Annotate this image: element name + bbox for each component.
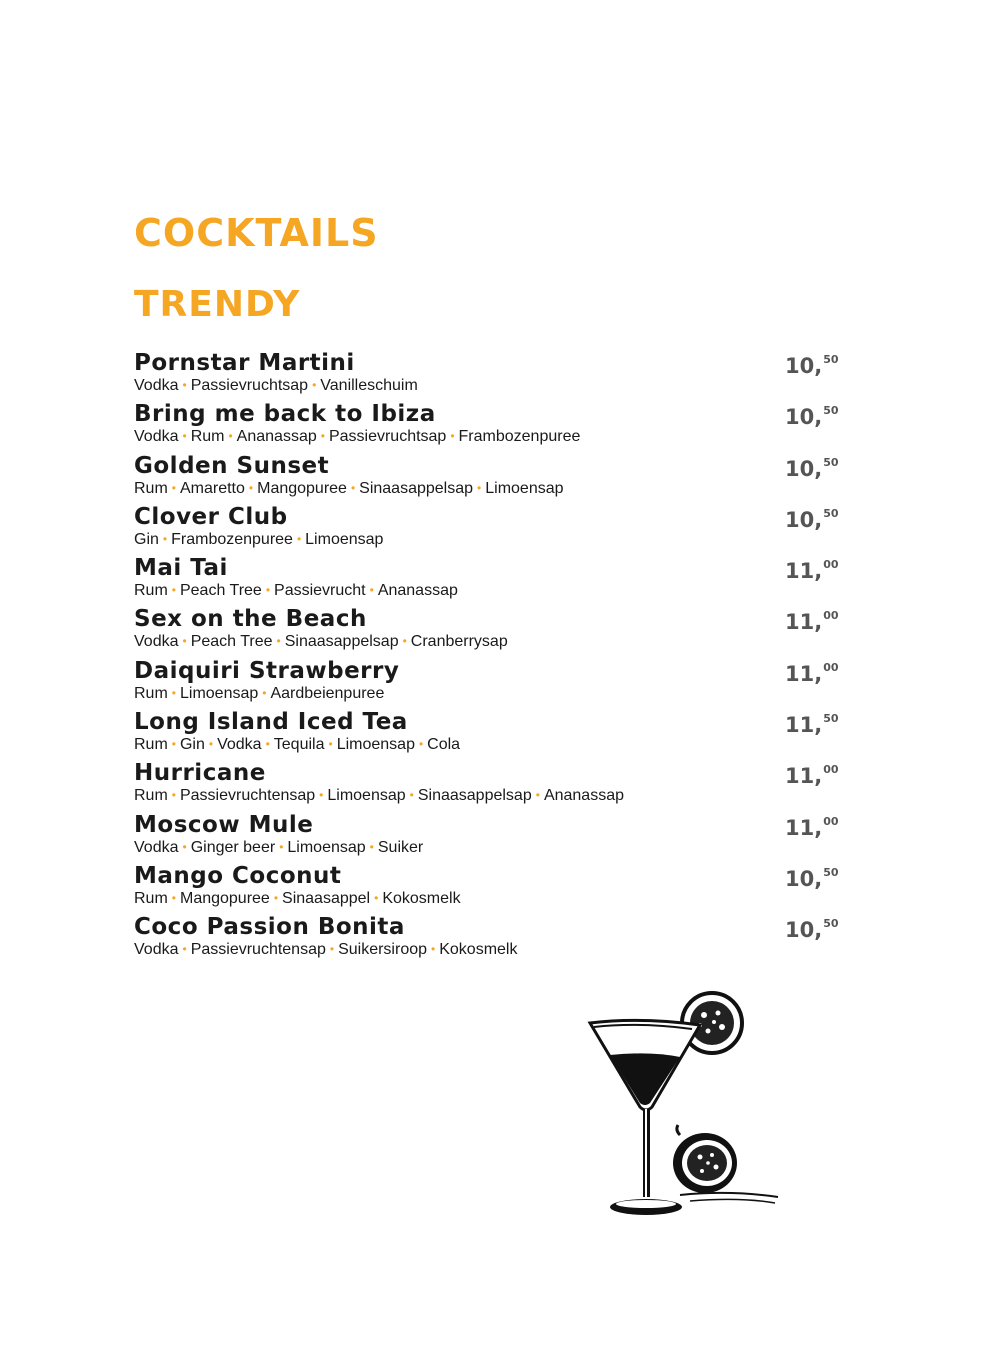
separator-dot-icon: •: [228, 429, 233, 444]
separator-dot-icon: •: [320, 429, 325, 444]
separator-dot-icon: •: [182, 429, 187, 444]
menu-item-name: Mango Coconut: [134, 862, 342, 889]
ingredient: Sinaasappelsap: [359, 479, 474, 497]
price-cents: 50: [823, 865, 839, 879]
ingredient: Kokosmelk: [382, 889, 461, 907]
separator-dot-icon: •: [171, 890, 176, 905]
menu-item-ingredients: [134, 890, 461, 908]
ingredient: Suiker: [377, 838, 424, 856]
menu-item-ingredients: [134, 480, 564, 498]
section-title: TRENDY: [134, 284, 301, 325]
menu-item-name: Pornstar Martini: [134, 350, 355, 376]
ingredient: Limoensap: [336, 736, 415, 754]
ingredient: Frambozenpuree: [171, 530, 293, 548]
separator-dot-icon: •: [265, 737, 270, 752]
menu-item-ingredients: [134, 839, 423, 857]
menu-item: [134, 810, 839, 861]
ingredient: Ananassap: [236, 428, 317, 446]
ingredient: Rum: [134, 684, 168, 702]
ingredient: Passievruchtsap: [328, 428, 447, 446]
price-main: 11,: [785, 559, 823, 584]
menu-item-price: [785, 457, 839, 481]
ingredient: Mangopuree: [257, 479, 347, 497]
menu-item-price: [785, 610, 839, 634]
ingredient: Amaretto: [179, 479, 245, 497]
separator-dot-icon: •: [162, 531, 168, 546]
ingredient: Cranberrysap: [410, 633, 508, 651]
price-main: 11,: [785, 815, 823, 840]
separator-dot-icon: •: [208, 737, 214, 752]
separator-dot-icon: •: [369, 583, 374, 598]
menu-item: [134, 604, 839, 655]
ingredient: Tequila: [273, 736, 325, 754]
menu-item: [134, 451, 839, 502]
ingredient: Gin: [134, 530, 159, 548]
price-cents: 50: [823, 455, 839, 469]
menu-item-name: Mai Tai: [134, 555, 228, 582]
ingredient: Limoensap: [287, 838, 366, 856]
menu-item-name: Hurricane: [134, 760, 266, 787]
ingredient: Limoensap: [179, 684, 259, 702]
separator-dot-icon: •: [182, 378, 187, 392]
menu-item-name: Sex on the Beach: [134, 606, 367, 633]
separator-dot-icon: •: [374, 890, 379, 905]
cocktail-menu-list: [134, 348, 839, 964]
price-main: 10,: [785, 866, 823, 891]
price-main: 10,: [785, 918, 823, 943]
menu-item-price: [785, 405, 839, 429]
menu-item-price: [785, 559, 839, 583]
separator-dot-icon: •: [535, 788, 540, 803]
ingredient: Rum: [134, 889, 168, 907]
separator-dot-icon: •: [328, 737, 333, 752]
separator-dot-icon: •: [171, 788, 176, 803]
menu-item: [134, 758, 839, 809]
ingredient: Ananassap: [377, 582, 458, 600]
ingredient: Passievrucht: [274, 582, 366, 600]
separator-dot-icon: •: [248, 480, 254, 495]
ingredient: Passievruchtensap: [179, 787, 316, 805]
ingredient: Gin: [179, 736, 205, 754]
ingredient: Mangopuree: [179, 889, 270, 907]
menu-item: [134, 656, 839, 707]
ingredient: Peach Tree: [190, 633, 273, 651]
passion-fruit-half-icon: [673, 1125, 737, 1193]
menu-item-price: [785, 918, 839, 942]
separator-dot-icon: •: [418, 737, 424, 752]
separator-dot-icon: •: [329, 942, 335, 957]
menu-item-name: Bring me back to Ibiza: [134, 401, 436, 428]
price-cents: 50: [823, 353, 839, 366]
separator-dot-icon: •: [182, 942, 187, 957]
menu-item-price: [785, 867, 839, 891]
price-main: 11,: [785, 713, 823, 738]
price-cents: 00: [823, 558, 839, 572]
separator-dot-icon: •: [409, 788, 414, 803]
separator-dot-icon: •: [296, 531, 302, 546]
separator-dot-icon: •: [450, 429, 455, 444]
menu-item: [134, 861, 839, 912]
menu-item: [134, 912, 839, 963]
ingredient: Vodka: [134, 838, 179, 856]
menu-item-name: Clover Club: [134, 503, 288, 530]
price-main: 10,: [785, 354, 823, 378]
price-main: 10,: [785, 405, 823, 430]
ingredient: Passievruchtensap: [190, 941, 326, 959]
menu-item-name: Coco Passion Bonita: [134, 914, 405, 941]
separator-dot-icon: •: [276, 634, 281, 649]
price-cents: 00: [823, 660, 839, 674]
menu-item-name: Daiquiri Strawberry: [134, 657, 400, 684]
separator-dot-icon: •: [171, 737, 176, 752]
price-main: 11,: [785, 764, 823, 789]
ingredient: Sinaasappelsap: [284, 633, 399, 651]
separator-dot-icon: •: [312, 378, 317, 392]
ingredient: Rum: [190, 428, 225, 446]
menu-item: [134, 553, 839, 604]
separator-dot-icon: •: [171, 685, 176, 700]
ingredient: Limoensap: [305, 530, 384, 548]
ingredient: Limoensap: [485, 479, 564, 497]
separator-dot-icon: •: [279, 839, 284, 854]
price-cents: 50: [823, 917, 839, 931]
menu-item-name: Moscow Mule: [134, 811, 314, 838]
price-cents: 50: [823, 712, 839, 726]
ingredient: Sinaasappelsap: [417, 787, 532, 805]
ingredient: Vodka: [134, 941, 179, 959]
menu-item-ingredients: [134, 633, 508, 651]
separator-dot-icon: •: [369, 839, 374, 854]
menu-item-price: [785, 713, 839, 737]
ingredient: Rum: [134, 582, 168, 600]
menu-item-ingredients: [134, 787, 624, 805]
ingredient: Passievruchtsap: [190, 377, 309, 394]
ingredient: Rum: [134, 736, 168, 754]
ingredient: Vodka: [134, 633, 179, 651]
separator-dot-icon: •: [262, 685, 267, 700]
ingredient: Vodka: [217, 736, 262, 754]
menu-item-name: Golden Sunset: [134, 452, 330, 479]
ingredient: Rum: [134, 787, 168, 805]
price-main: 10,: [785, 456, 823, 481]
martini-glass-icon: [580, 985, 790, 1230]
separator-dot-icon: •: [171, 480, 176, 495]
menu-item-price: [785, 816, 839, 840]
menu-item: [134, 348, 839, 399]
menu-item-ingredients: [134, 377, 418, 395]
menu-item-price: [785, 764, 839, 788]
menu-item-price: [785, 662, 839, 686]
ingredient: Limoensap: [327, 787, 406, 805]
page-title: COCKTAILS: [134, 211, 379, 255]
separator-dot-icon: •: [477, 480, 482, 495]
ingredient: Vodka: [134, 377, 179, 394]
ingredient: Rum: [134, 479, 168, 497]
separator-dot-icon: •: [431, 942, 436, 957]
ingredient: Frambozenpuree: [458, 428, 581, 446]
price-cents: 50: [823, 506, 839, 520]
price-main: 11,: [785, 610, 823, 635]
menu-item-ingredients: [134, 736, 460, 754]
price-cents: 00: [823, 814, 839, 828]
separator-dot-icon: •: [402, 634, 407, 649]
ingredient: Ginger beer: [190, 838, 276, 856]
separator-dot-icon: •: [265, 583, 271, 598]
price-cents: 00: [823, 763, 839, 777]
ingredient: Cola: [427, 736, 461, 754]
price-main: 10,: [785, 507, 823, 532]
menu-item: [134, 707, 839, 758]
menu-item-name: Long Island Iced Tea: [134, 709, 408, 736]
menu-item-ingredients: [134, 428, 580, 446]
menu-item: [134, 502, 839, 553]
ingredient: Aardbeienpuree: [270, 684, 385, 702]
price-main: 11,: [785, 661, 823, 686]
ingredient: Vanilleschuim: [320, 377, 418, 394]
menu-item: [134, 399, 839, 450]
price-cents: 00: [823, 609, 839, 623]
separator-dot-icon: •: [350, 480, 356, 495]
separator-dot-icon: •: [182, 634, 187, 649]
menu-item-ingredients: [134, 685, 384, 703]
ingredient: Ananassap: [543, 787, 624, 805]
price-cents: 50: [823, 404, 839, 418]
menu-item-ingredients: [134, 582, 458, 600]
ingredient: Vodka: [134, 428, 179, 446]
ingredient: Peach Tree: [179, 582, 262, 600]
ingredient: Sinaasappel: [282, 889, 371, 907]
ingredient: Kokosmelk: [439, 941, 518, 959]
menu-item-ingredients: [134, 941, 517, 959]
separator-dot-icon: •: [319, 788, 324, 803]
menu-item-ingredients: [134, 531, 383, 549]
menu-item-price: [785, 508, 839, 532]
ingredient: Suikersiroop: [338, 941, 428, 959]
separator-dot-icon: •: [273, 890, 279, 905]
separator-dot-icon: •: [171, 583, 176, 598]
separator-dot-icon: •: [182, 839, 187, 854]
menu-item-price: [785, 354, 839, 378]
